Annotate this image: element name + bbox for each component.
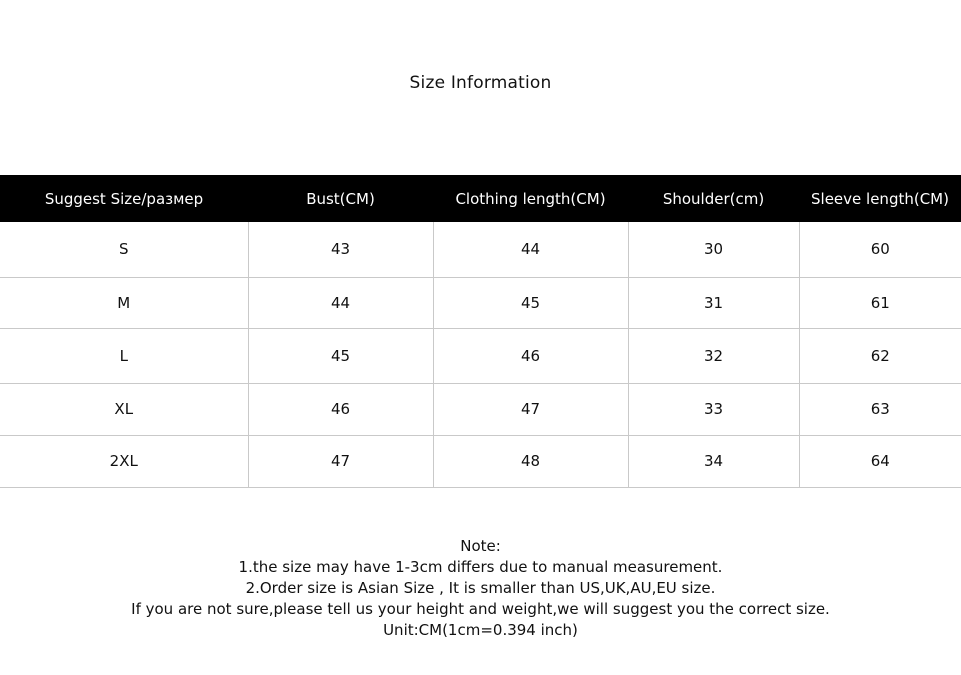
header-suggest-size: Suggest Size/размер: [44, 189, 204, 208]
header-sleeve-length: Sleeve length(CM): [811, 189, 949, 208]
cell-clothing-length: 44: [433, 222, 628, 277]
cell-clothing-length: 47: [433, 383, 628, 435]
table-row: [0, 328, 961, 383]
header-shoulder: Shoulder(cm): [662, 189, 765, 208]
note-line-measurement: 1.the size may have 1-3cm differs due to manual measurement.: [238, 558, 723, 576]
note-line-unit: Unit:CM(1cm=0.394 inch): [383, 621, 578, 639]
table-row: [0, 383, 961, 435]
cell-size: M: [0, 277, 248, 328]
table-row: [0, 222, 961, 277]
size-table: [0, 175, 961, 488]
header-bust: Bust(CM): [306, 189, 375, 208]
note-line-suggestion: If you are not sure,please tell us your height and weight,we will suggest you the correct size.: [131, 600, 830, 618]
cell-shoulder: 31: [628, 277, 799, 328]
cell-bust: 45: [248, 328, 433, 383]
cell-size: S: [0, 222, 248, 277]
cell-sleeve-length: 61: [799, 277, 961, 328]
cell-shoulder: 30: [628, 222, 799, 277]
cell-shoulder: 33: [628, 383, 799, 435]
note-line-asian-size: 2.Order size is Asian Size , It is smaller than US,UK,AU,EU size.: [245, 579, 716, 597]
cell-sleeve-length: 62: [799, 328, 961, 383]
page-title: Size Information: [409, 73, 552, 93]
note-heading: Note:: [460, 537, 501, 555]
cell-clothing-length: 45: [433, 277, 628, 328]
cell-sleeve-length: 64: [799, 435, 961, 487]
header-clothing-length: Clothing length(CM): [455, 189, 606, 208]
cell-clothing-length: 46: [433, 328, 628, 383]
cell-clothing-length: 48: [433, 435, 628, 487]
cell-shoulder: 34: [628, 435, 799, 487]
cell-shoulder: 32: [628, 328, 799, 383]
size-note: [0, 536, 961, 641]
cell-size: 2XL: [0, 435, 248, 487]
cell-size: XL: [0, 383, 248, 435]
table-row: [0, 277, 961, 328]
cell-bust: 44: [248, 277, 433, 328]
table-row: [0, 435, 961, 487]
cell-bust: 46: [248, 383, 433, 435]
cell-size: L: [0, 328, 248, 383]
cell-bust: 47: [248, 435, 433, 487]
cell-sleeve-length: 60: [799, 222, 961, 277]
cell-bust: 43: [248, 222, 433, 277]
table-header-row: [0, 175, 961, 222]
cell-sleeve-length: 63: [799, 383, 961, 435]
